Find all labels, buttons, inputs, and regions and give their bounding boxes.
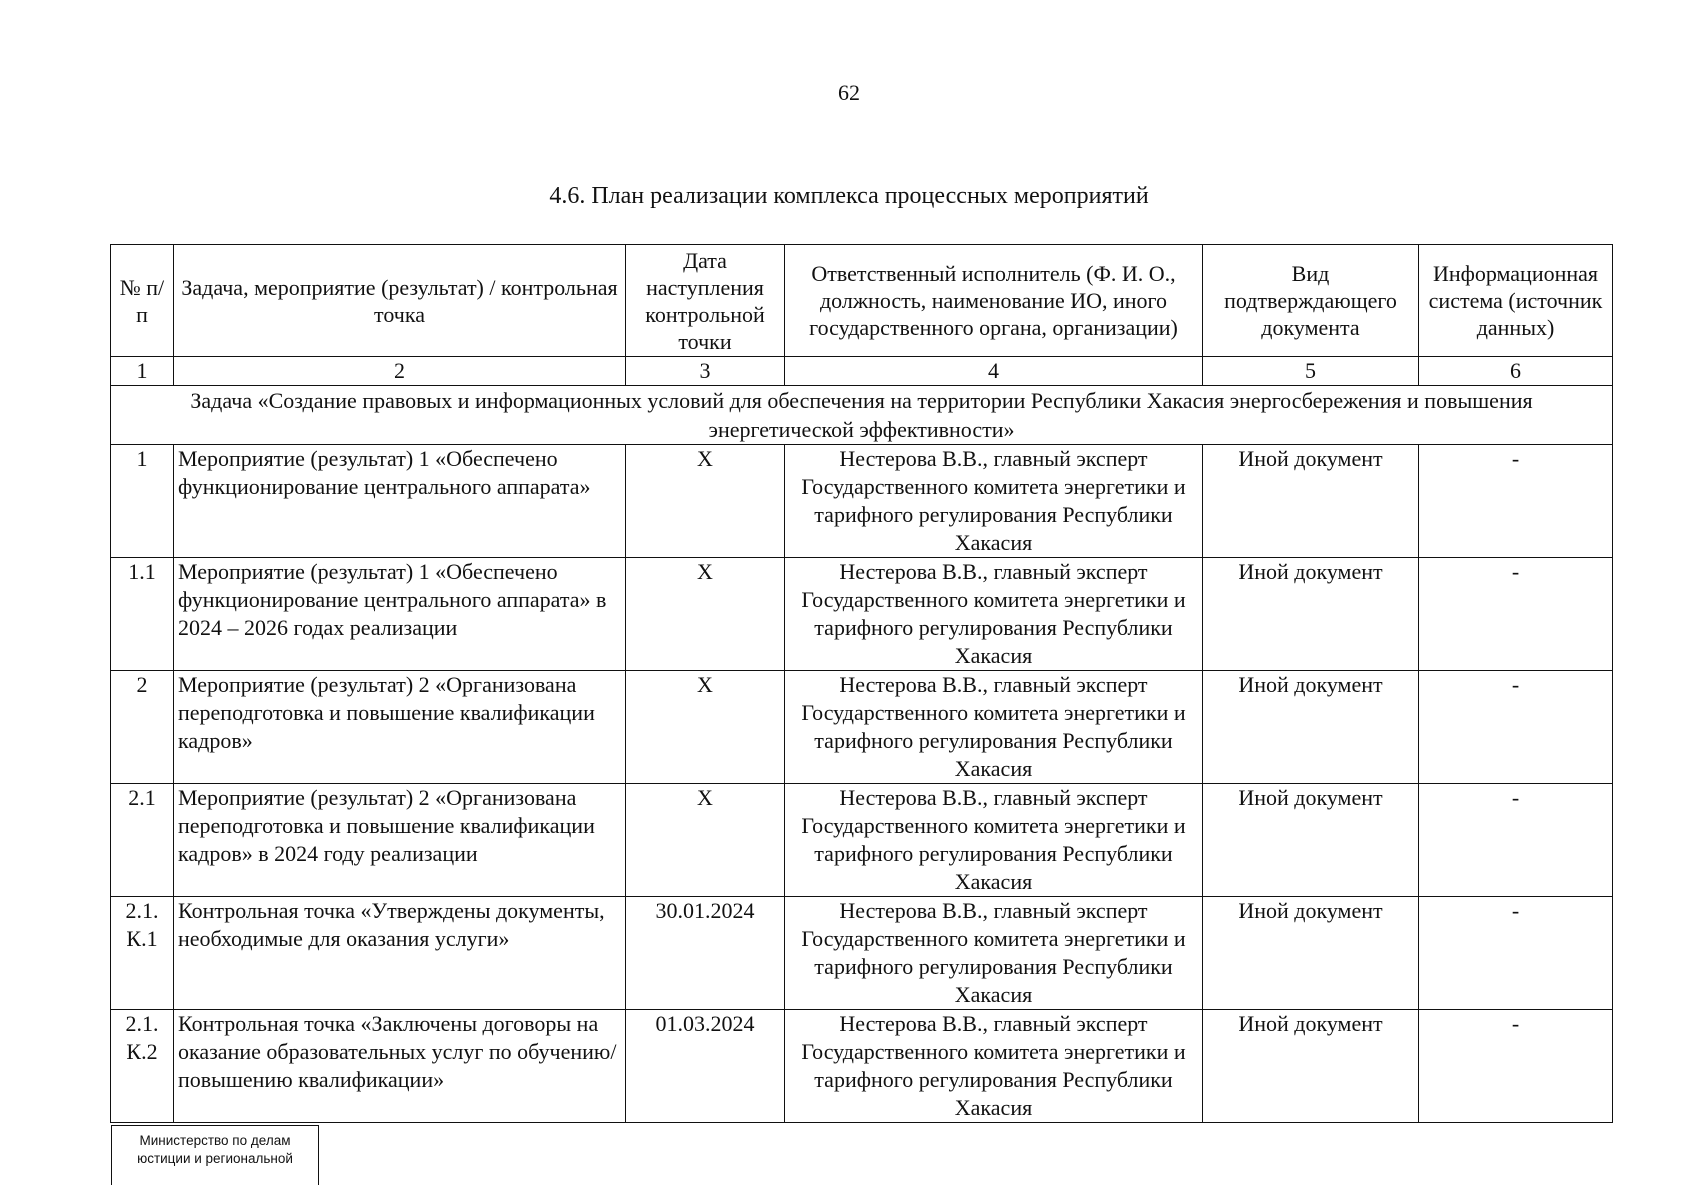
row-responsible: Нестерова В.В., главный эксперт Государственного комитета энергетики и тарифного регулирования Республики Хакасия [785,784,1203,897]
row-number: 2 [111,671,174,784]
column-number: 4 [785,357,1203,386]
row-activity: Контрольная точка «Заключены договоры на оказание образовательных услуг по обучению/повышению квалификации» [174,1010,626,1123]
stamp-line: Министерство по делам [139,1133,291,1148]
row-number: 1 [111,445,174,558]
row-document-type: Иной документ [1203,897,1419,1010]
column-number: 6 [1419,357,1613,386]
column-number: 3 [626,357,785,386]
row-date: 30.01.2024 [626,897,785,1010]
task-heading: Задача «Создание правовых и информационных условий для обеспечения на территории Республики Хакасия энергосбережения и повышения энергетической эффективности» [111,386,1613,445]
header-date: Дата наступления контрольной точки [626,245,785,357]
header-number: № п/п [111,245,174,357]
row-info-system: - [1419,558,1613,671]
header-info-system: Информационная система (источник данных) [1419,245,1613,357]
stamp-line: юстиции и региональной [137,1151,293,1166]
header-responsible: Ответственный исполнитель (Ф. И. О., должность, наименование ИО, иного государственного органа, организации) [785,245,1203,357]
row-info-system: - [1419,784,1613,897]
document-title: 4.6. План реализации комплекса процессных мероприятий [549,183,1149,209]
row-responsible: Нестерова В.В., главный эксперт Государственного комитета энергетики и тарифного регулирования Республики Хакасия [785,558,1203,671]
row-info-system: - [1419,897,1613,1010]
row-activity: Мероприятие (результат) 2 «Организована переподготовка и повышение квалификации кадров» [174,671,626,784]
table-row [111,897,1613,1010]
header-document-type: Вид подтверждающего документа [1203,245,1419,357]
row-activity: Мероприятие (результат) 1 «Обеспечено функционирование центрального аппарата» в 2024 – 2026 годах реализации [174,558,626,671]
table-row [111,558,1613,671]
row-number: 1.1 [111,558,174,671]
row-activity: Мероприятие (результат) 1 «Обеспечено функционирование центрального аппарата» [174,445,626,558]
plan-table [110,244,1613,1123]
column-number: 1 [111,357,174,386]
row-activity: Мероприятие (результат) 2 «Организована переподготовка и повышение квалификации кадров» в 2024 году реализации [174,784,626,897]
row-responsible: Нестерова В.В., главный эксперт Государственного комитета энергетики и тарифного регулирования Республики Хакасия [785,897,1203,1010]
row-date: Х [626,445,785,558]
row-number: 2.1. К.2 [111,1010,174,1123]
row-number: 2.1. К.1 [111,897,174,1010]
row-document-type: Иной документ [1203,558,1419,671]
column-number: 5 [1203,357,1419,386]
column-number-row [111,357,1613,386]
row-date: 01.03.2024 [626,1010,785,1123]
header-task: Задача, мероприятие (результат) / контрольная точка [174,245,626,357]
table-row [111,784,1613,897]
table-row [111,445,1613,558]
row-document-type: Иной документ [1203,671,1419,784]
row-date: Х [626,671,785,784]
table-header-row [111,245,1613,357]
row-responsible: Нестерова В.В., главный эксперт Государственного комитета энергетики и тарифного регулирования Республики Хакасия [785,445,1203,558]
table-row [111,1010,1613,1123]
row-date: Х [626,558,785,671]
row-responsible: Нестерова В.В., главный эксперт Государственного комитета энергетики и тарифного регулирования Республики Хакасия [785,1010,1203,1123]
row-info-system: - [1419,1010,1613,1123]
row-document-type: Иной документ [1203,1010,1419,1123]
task-row [111,386,1613,445]
row-document-type: Иной документ [1203,445,1419,558]
row-responsible: Нестерова В.В., главный эксперт Государственного комитета энергетики и тарифного регулирования Республики Хакасия [785,671,1203,784]
column-number: 2 [174,357,626,386]
page-number: 62 [838,80,860,105]
row-info-system: - [1419,671,1613,784]
ministry-stamp [111,1125,319,1185]
row-date: Х [626,784,785,897]
row-activity: Контрольная точка «Утверждены документы, необходимые для оказания услуги» [174,897,626,1010]
row-number: 2.1 [111,784,174,897]
row-info-system: - [1419,445,1613,558]
table-row [111,671,1613,784]
row-document-type: Иной документ [1203,784,1419,897]
